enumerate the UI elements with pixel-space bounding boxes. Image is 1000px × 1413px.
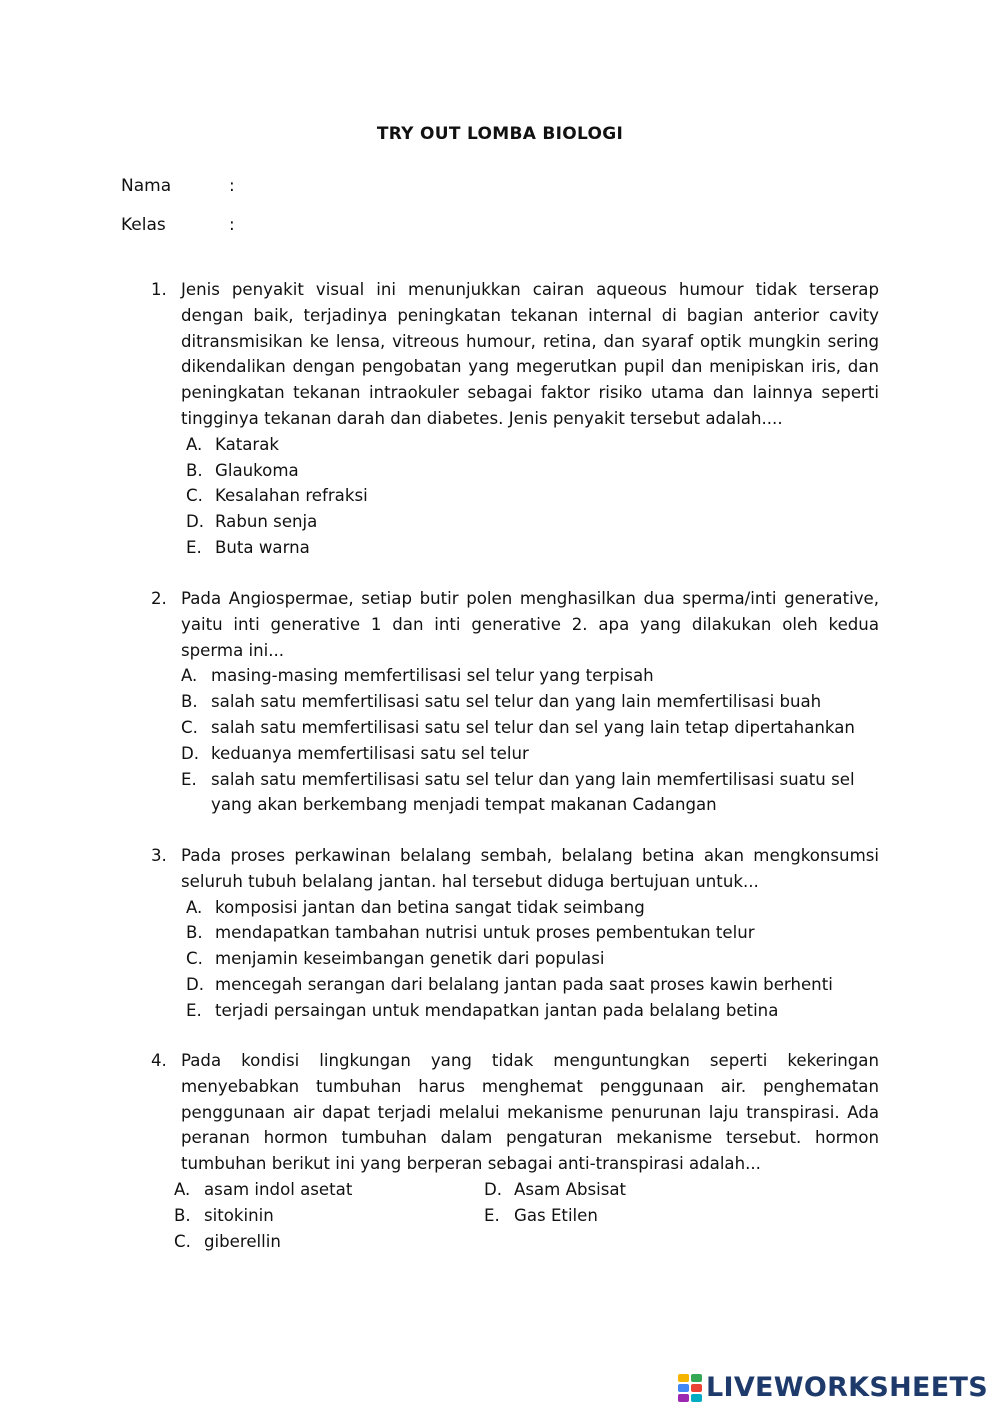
option-text: giberellin [204, 1231, 281, 1251]
option-text: mencegah serangan dari belalang jantan pada saat proses kawin berhenti [215, 974, 833, 994]
logo-text: LIVEWORKSHEETS [705, 1372, 988, 1403]
question-1 [151, 277, 879, 561]
option-letter: D. [186, 974, 205, 994]
option-letter: C. [181, 717, 198, 737]
option-letter: E. [181, 769, 197, 789]
option-letter: B. [186, 460, 203, 480]
question-number: 2. [151, 589, 167, 608]
question-3 [151, 843, 879, 1024]
option-text: salah satu memfertilisasi satu sel telur dan yang lain memfertilisasi buah [211, 692, 822, 712]
option-list [151, 663, 879, 818]
question-2 [151, 586, 879, 818]
option-b [151, 920, 879, 946]
option-a [151, 895, 879, 921]
name-label: Nama [121, 176, 172, 196]
name-colon: : [229, 176, 235, 196]
option-text: salah satu memfertilisasi satu sel telur dan yang lain memfertilisasi suatu sel yang akan berkembang menjadi tempat makanan Cadangan [211, 769, 855, 815]
question-number: 4. [151, 1051, 167, 1070]
option-text: keduanya memfertilisasi satu sel telur [211, 743, 529, 763]
option-c [174, 1229, 484, 1255]
option-letter: A. [174, 1179, 191, 1199]
logo-tile [678, 1384, 689, 1392]
option-text: menjamin keseimbangan genetik dari populasi [215, 949, 605, 969]
option-c [151, 483, 879, 509]
option-grid [174, 1177, 879, 1254]
option-letter: A. [186, 897, 203, 917]
class-colon: : [229, 215, 235, 235]
option-text: komposisi jantan dan betina sangat tidak seimbang [215, 897, 645, 917]
class-field [121, 215, 235, 235]
option-text: Kesalahan refraksi [215, 486, 368, 506]
option-c [151, 715, 879, 741]
option-letter: D. [181, 743, 200, 763]
option-text: Gas Etilen [514, 1205, 598, 1225]
option-letter: B. [181, 692, 198, 712]
option-letter: E. [484, 1205, 500, 1225]
option-text: Asam Absisat [514, 1179, 627, 1199]
option-letter: A. [186, 434, 203, 454]
option-c [151, 946, 879, 972]
option-d [151, 972, 879, 998]
option-list [151, 895, 879, 1024]
name-field [121, 176, 235, 196]
option-letter: E. [186, 1000, 202, 1020]
option-letter: A. [181, 666, 198, 686]
option-text: asam indol asetat [204, 1179, 353, 1199]
option-text: Katarak [215, 434, 280, 454]
option-list [151, 432, 879, 561]
option-text: mendapatkan tambahan nutrisi untuk proses pembentukan telur [215, 923, 755, 943]
worksheet-title: TRY OUT LOMBA BIOLOGI [376, 124, 624, 144]
option-e [151, 767, 879, 819]
option-letter: D. [186, 512, 205, 532]
option-text: salah satu memfertilisasi satu sel telur dan sel yang lain tetap dipertahankan [211, 717, 855, 737]
option-e [151, 998, 879, 1024]
question-text: Pada kondisi lingkungan yang tidak menguntungkan seperti kekeringan menyebabkan tumbuhan harus menghemat penggunaan air. penghematan penggunaan air dapat terjadi melalui mekanisme penurunan laju transpirasi. Ada peranan hormon tumbuhan dalam pengaturan mekanisme tersebut. hormon tumbuhan berikut ini yang berperan sebagai anti-transpirasi adalah... [181, 1051, 879, 1174]
option-text: Buta warna [215, 537, 310, 557]
option-text: Rabun senja [215, 512, 318, 532]
logo-tile [678, 1394, 689, 1402]
option-e [151, 535, 879, 561]
logo-tile [691, 1384, 702, 1392]
option-letter: B. [186, 923, 203, 943]
option-letter: C. [186, 486, 203, 506]
logo-tile [691, 1394, 702, 1402]
option-a [151, 432, 879, 458]
option-d [484, 1177, 784, 1203]
option-a [151, 663, 879, 689]
option-letter: E. [186, 537, 202, 557]
question-text: Jenis penyakit visual ini menunjukkan cairan aqueous humour tidak terserap dengan baik, terjadinya peningkatan tekanan internal di bagian anterior cavity ditransmisikan ke lensa, vitreous humour, retina, dan syaraf optik mungkin sering dikendalikan dengan pengobatan yang megerutkan pupil dan menipiskan iris, dan peningkatan tekanan intraokuler sebagai faktor risiko utama dan lainnya seperti tingginya tekanan darah dan diabetes. Jenis penyakit tersebut adalah.... [181, 280, 879, 428]
option-letter: C. [186, 949, 203, 969]
option-letter: B. [174, 1205, 191, 1225]
liveworksheets-logo-icon [678, 1374, 702, 1402]
option-letter: C. [174, 1231, 191, 1251]
option-a [174, 1177, 484, 1203]
class-label: Kelas [121, 215, 166, 235]
option-b [174, 1203, 484, 1229]
liveworksheets-logo[interactable] [678, 1372, 988, 1403]
question-4 [151, 1048, 879, 1254]
option-b [151, 689, 879, 715]
option-text: terjadi persaingan untuk mendapatkan jantan pada belalang betina [215, 1000, 779, 1020]
option-text: Glaukoma [215, 460, 299, 480]
question-text: Pada proses perkawinan belalang sembah, belalang betina akan mengkonsumsi seluruh tubuh belalang jantan. hal tersebut diduga bertujuan untuk... [181, 846, 879, 891]
logo-tile [691, 1374, 702, 1382]
option-d [151, 741, 879, 767]
question-number: 3. [151, 846, 167, 865]
option-b [151, 458, 879, 484]
question-number: 1. [151, 280, 167, 299]
option-d [151, 509, 879, 535]
option-text: masing-masing memfertilisasi sel telur yang terpisah [211, 666, 654, 686]
option-letter: D. [484, 1179, 503, 1199]
option-text: sitokinin [204, 1205, 274, 1225]
logo-tile [678, 1374, 689, 1382]
option-e [484, 1203, 784, 1229]
question-text: Pada Angiospermae, setiap butir polen menghasilkan dua sperma/inti generative, yaitu inti generative 1 dan inti generative 2. apa yang dilakukan oleh kedua sperma ini... [181, 589, 879, 660]
